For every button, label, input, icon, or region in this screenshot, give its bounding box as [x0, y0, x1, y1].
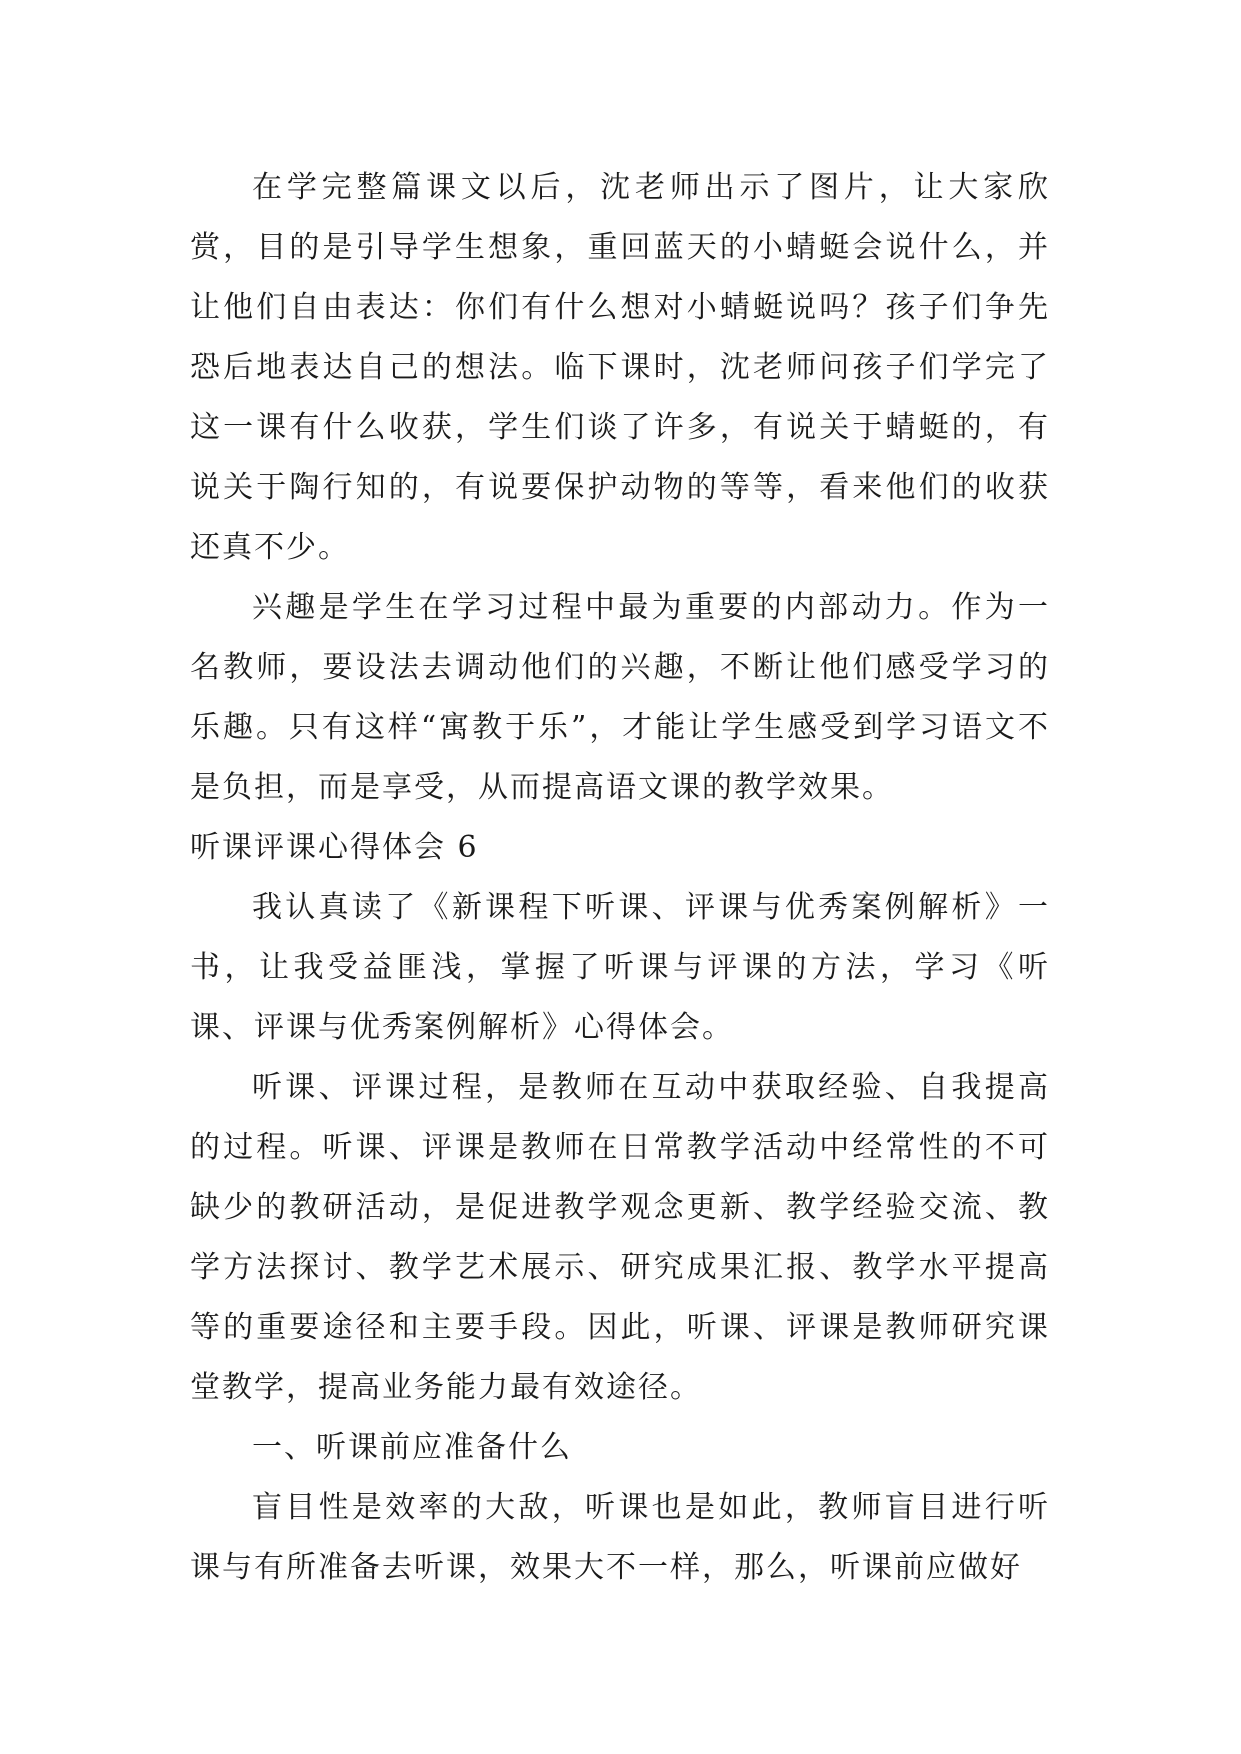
paragraph-2: 兴趣是学生在学习过程中最为重要的内部动力。作为一名教师，要设法去调动他们的兴趣，不断让他们感受学习的乐趣。只有这样“寓教于乐”，才能让学生感受到学习语文不是负担，而是享受，从而提高语文课的教学效果。	[190, 590, 1050, 805]
paragraph-5: 盲目性是效率的大敌，听课也是如此，教师盲目进行听课与有所准备去听课，效果大不一样，那么，听课前应做好	[190, 1490, 1050, 1585]
paragraph-1: 在学完整篇课文以后，沈老师出示了图片，让大家欣赏，目的是引导学生想象，重回蓝天的小蜻蜓会说什么，并让他们自由表达：你们有什么想对小蜻蜓说吗？孩子们争先恐后地表达自己的想法。临下课时，沈老师问孩子们学完了这一课有什么收获，学生们谈了许多，有说关于蜻蜓的，有说关于陶行知的，有说要保护动物的等等，看来他们的收获还真不少。	[190, 170, 1050, 565]
section-heading: 听课评课心得体会 6	[190, 830, 479, 865]
subsection-heading: 一、听课前应准备什么	[252, 1430, 572, 1465]
paragraph-3: 我认真读了《新课程下听课、评课与优秀案例解析》一书，让我受益匪浅，掌握了听课与评课的方法，学习《听课、评课与优秀案例解析》心得体会。	[190, 890, 1050, 1045]
document-body	[190, 158, 1050, 1598]
paragraph-4: 听课、评课过程，是教师在互动中获取经验、自我提高的过程。听课、评课是教师在日常教学活动中经常性的不可缺少的教研活动，是促进教学观念更新、教学经验交流、教学方法探讨、教学艺术展示、研究成果汇报、教学水平提高等的重要途径和主要手段。因此，听课、评课是教师研究课堂教学，提高业务能力最有效途径。	[190, 1070, 1050, 1405]
